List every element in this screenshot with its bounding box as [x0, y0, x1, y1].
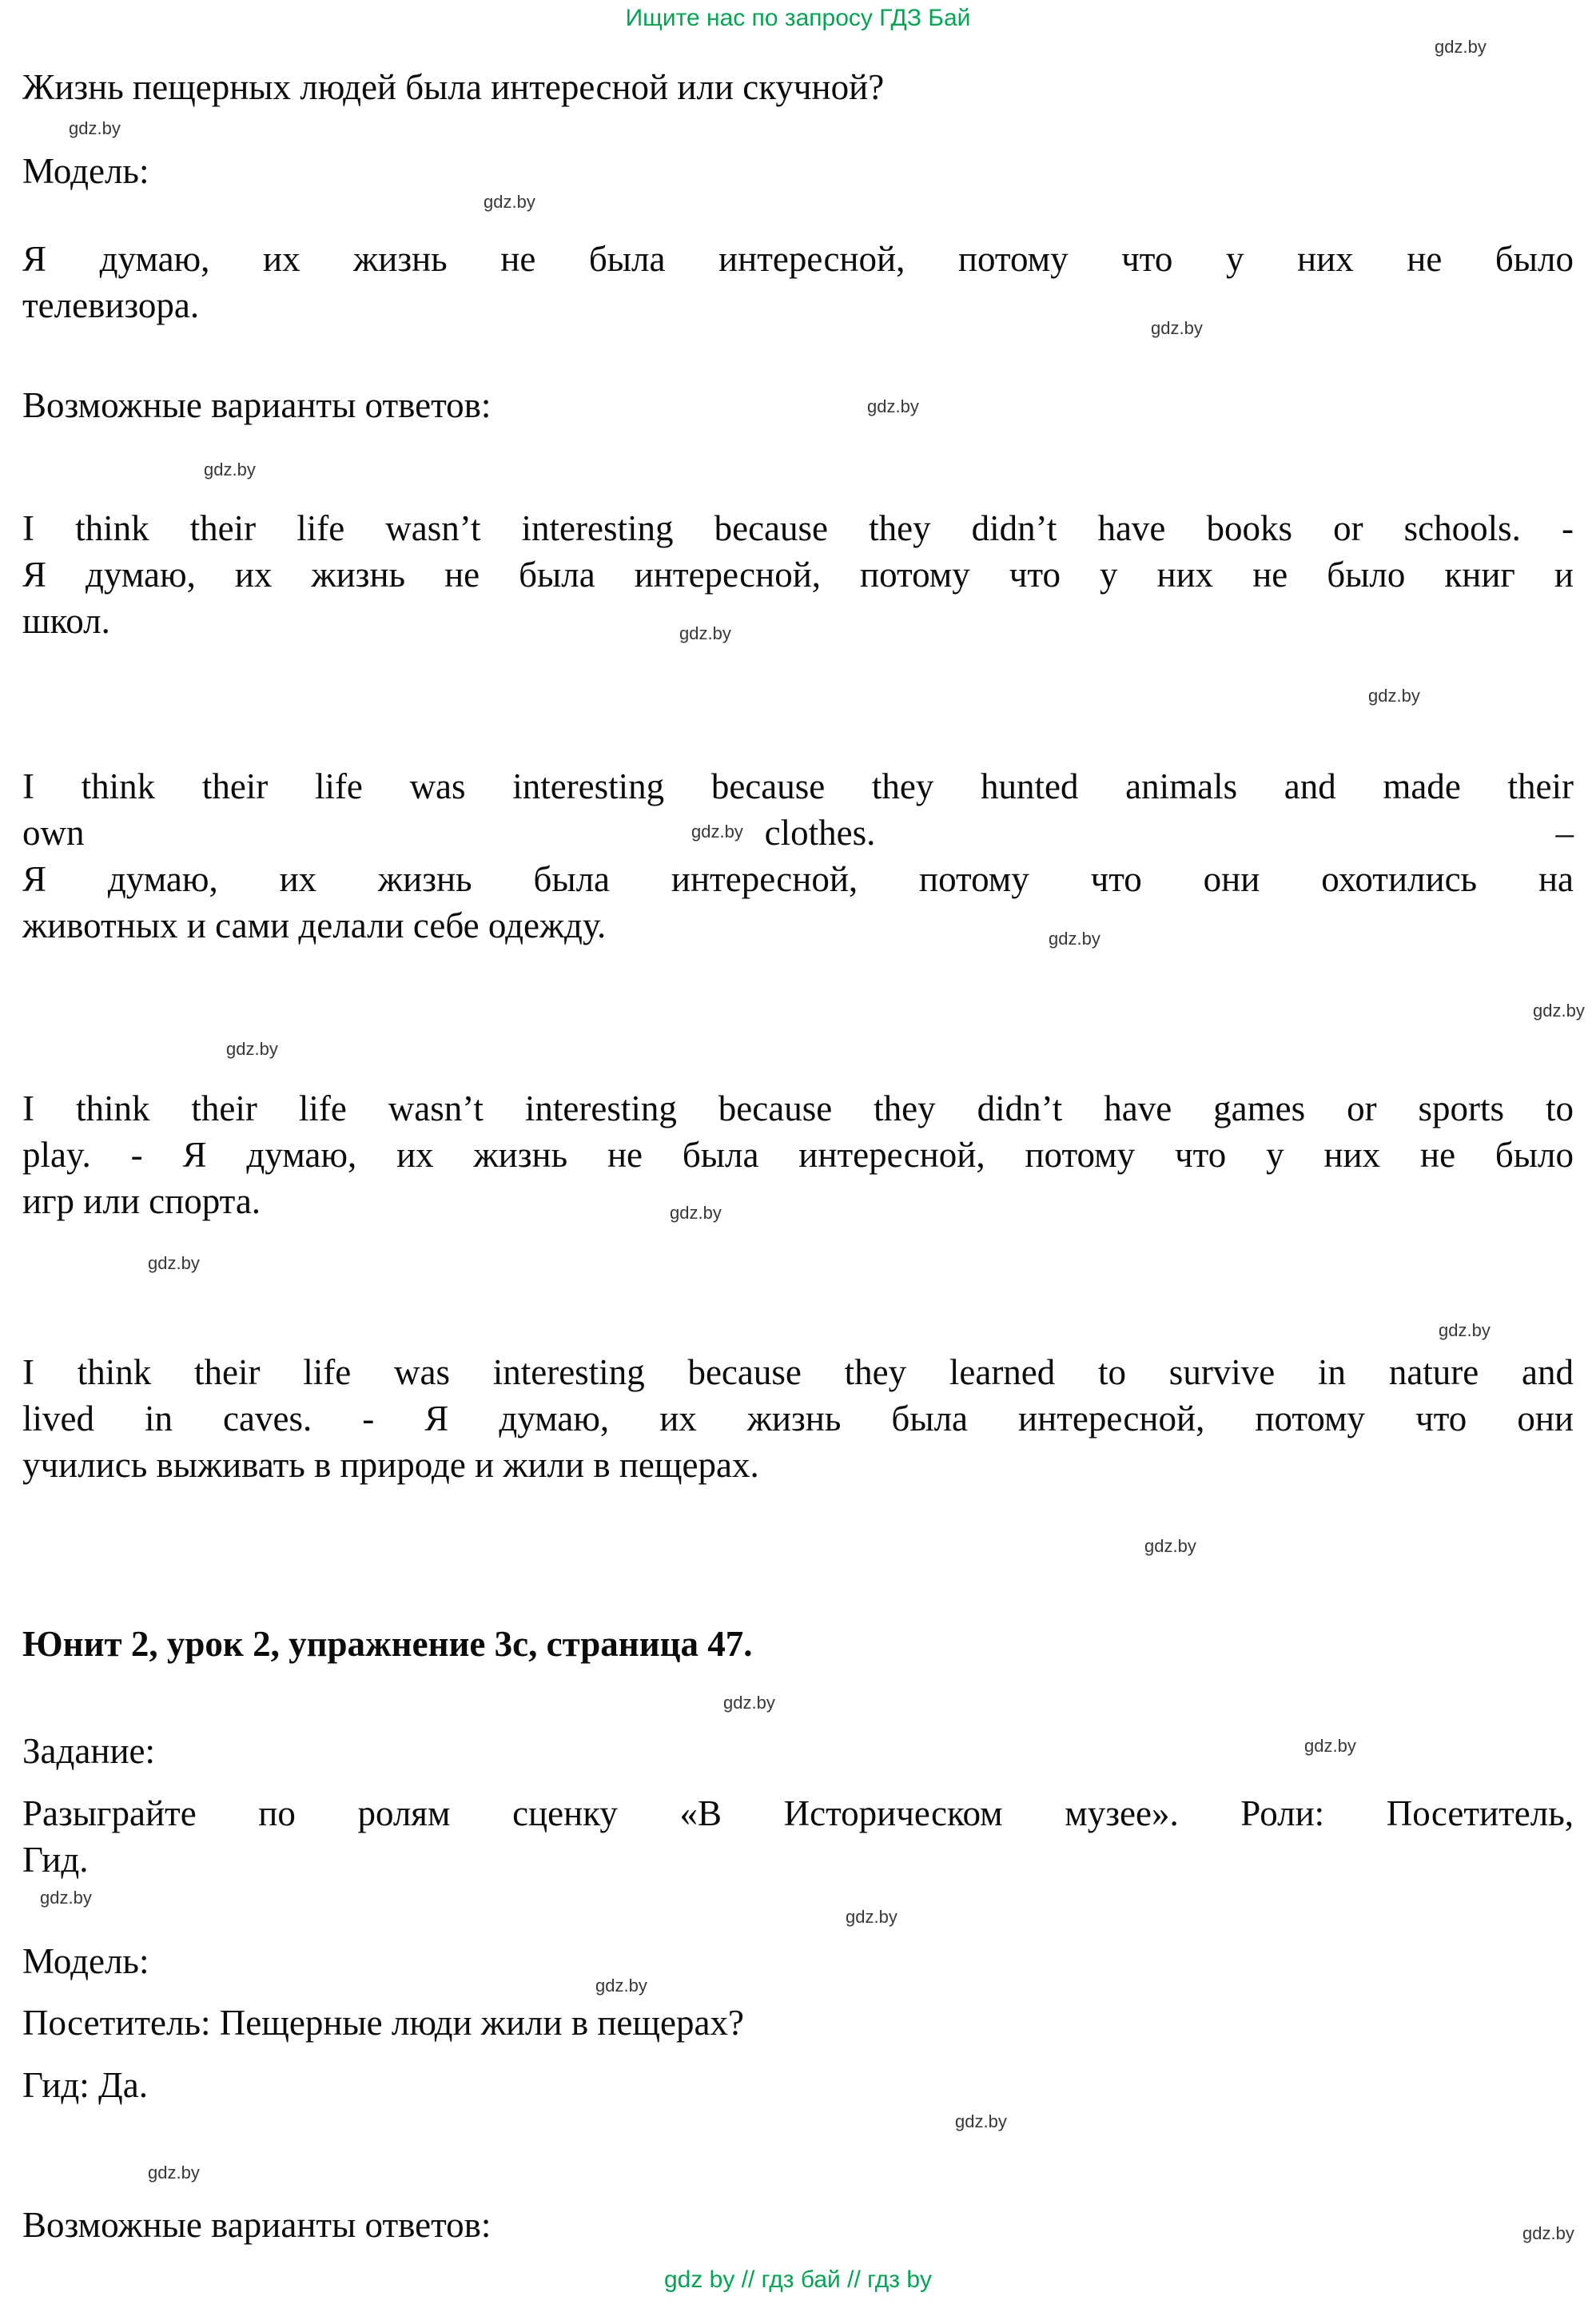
gdz-watermark: gdz.by [1049, 929, 1100, 949]
text-fragment: own [22, 813, 85, 853]
text-line: Разыграйте по ролям сценку «В Историческом музее». Роли: Посетитель, [22, 1793, 1574, 1833]
text-line: play. - Я думаю, их жизнь не была интересной, потому что у них не было [22, 1135, 1574, 1175]
gdz-watermark: gdz.by [1144, 1536, 1196, 1556]
task-label: Задание: [22, 1731, 156, 1771]
text-fragment: clothes. [764, 813, 876, 853]
gdz-watermark: gdz.by [148, 2163, 200, 2183]
gdz-watermark: gdz.by [148, 1253, 200, 1273]
text-line: Я думаю, их жизнь не была интересной, потому что у них не было книг и [22, 555, 1574, 595]
gdz-watermark: gdz.by [670, 1203, 722, 1223]
gdz-watermark: gdz.by [955, 2111, 1007, 2131]
variants2-label: Возможные варианты ответов: [22, 2205, 492, 2245]
text-line: lived in caves. - Я думаю, их жизнь была интересной, потому что они [22, 1399, 1574, 1439]
gdz-watermark: gdz.by [1304, 1736, 1356, 1756]
gdz-watermark: gdz.by [69, 118, 121, 138]
gdz-watermark: gdz.by [1439, 1320, 1491, 1340]
dash-fragment: – [1555, 813, 1574, 853]
variants-label: Возможные варианты ответов: [22, 385, 492, 425]
gdz-watermark: gdz.by [1151, 318, 1203, 338]
answer-paragraph-2 [22, 763, 1574, 949]
gdz-watermark: gdz.by [484, 192, 535, 212]
answer-paragraph-3 [22, 1085, 1574, 1224]
gdz-watermark: gdz.by [40, 1888, 92, 1908]
gdz-watermark: gdz.by [723, 1693, 775, 1713]
text-line: Гид. [22, 1840, 89, 1880]
gdz-watermark: gdz.by [846, 1907, 898, 1927]
text-line: животных и сами делали себе одежду. [22, 905, 607, 945]
promo-banner-top: Ищите нас по запросу ГДЗ Бай [625, 5, 971, 31]
text-line: I think their life wasn’t interesting because they didn’t have games or sports to [22, 1088, 1574, 1128]
text-line: I think their life was interesting because they hunted animals and made their [22, 766, 1574, 806]
gdz-watermark: gdz.by [1435, 37, 1487, 57]
unit-heading: Юнит 2, урок 2, упражнение 3с, страница 47. [22, 1624, 753, 1664]
gdz-watermark: gdz.by [1368, 686, 1420, 706]
model2-label: Модель: [22, 1941, 149, 1981]
text-line-spread [22, 810, 1574, 856]
text-line: Я думаю, их жизнь была интересной, потому что они охотились на [22, 859, 1574, 899]
gdz-watermark: gdz.by [204, 460, 256, 480]
text-line: Я думаю, их жизнь не была интересной, потому что у них не было [22, 239, 1574, 279]
gdz-watermark: gdz.by [867, 396, 919, 416]
gdz-watermark: gdz.by [1522, 2223, 1574, 2243]
gdz-watermark: gdz.by [691, 822, 743, 842]
text-line: телевизора. [22, 285, 200, 325]
task-paragraph [22, 1790, 1574, 1883]
gdz-watermark: gdz.by [595, 1976, 647, 1996]
promo-banner-bottom: gdz by // гдз бай // гдз by [663, 2266, 933, 2293]
model-label: Модель: [22, 151, 149, 191]
text-line: игр или спорта. [22, 1181, 261, 1221]
answer-paragraph-4 [22, 1349, 1574, 1488]
model-paragraph [22, 236, 1574, 328]
gdz-watermark: gdz.by [679, 623, 731, 643]
gdz-watermark: gdz.by [1533, 1001, 1585, 1021]
question-heading: Жизнь пещерных людей была интересной или скучной? [22, 67, 885, 107]
text-line: учились выживать в природе и жили в пещерах. [22, 1445, 759, 1485]
gdz-watermark: gdz.by [226, 1039, 278, 1059]
dialog-guide-line: Гид: Да. [22, 2065, 148, 2105]
text-line: I think their life wasn’t interesting because they didn’t have books or schools. - [22, 508, 1574, 548]
text-line: I think their life was interesting because they learned to survive in nature and [22, 1352, 1574, 1392]
text-line: школ. [22, 601, 110, 641]
dialog-visitor-line: Посетитель: Пещерные люди жили в пещерах? [22, 2003, 744, 2043]
answer-paragraph-1 [22, 505, 1574, 644]
